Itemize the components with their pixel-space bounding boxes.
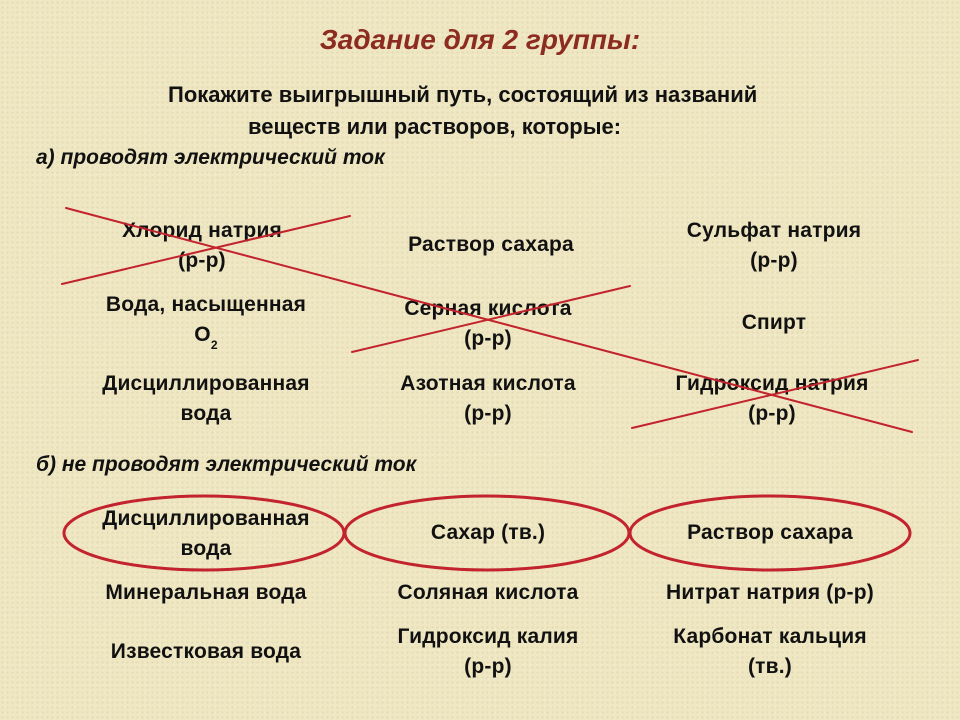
instruction-line-1: Покажите выигрышный путь, состоящий из названий — [168, 82, 758, 107]
cell-a-1-2: Раствор сахара — [408, 233, 574, 256]
cell-a-2-1: Вода, насыщенная $O_2$ — [105, 293, 307, 352]
cell-b-3-3: Карбонат кальция (тв.) — [673, 625, 867, 678]
cell-a-2-2: Серная кислота (р-р) — [404, 297, 572, 350]
section-b-heading: б) не проводят электрический ток — [36, 453, 417, 476]
cell-a-1-1: Хлорид натрия (р-р) — [121, 219, 283, 272]
cell-b-2-3: Нитрат натрия (р-р) — [666, 581, 874, 604]
section-a-heading: а) проводят электрический ток — [36, 146, 385, 169]
cell-b-1-1: Дисциллированная вода — [102, 507, 310, 560]
cell-a-3-2: Азотная кислота (р-р) — [400, 372, 576, 425]
cell-b-3-1: Известковая вода — [110, 640, 302, 663]
cell-b-2-2: Соляная кислота — [397, 581, 579, 604]
cell-a-3-1: Дисциллированная вода — [102, 372, 310, 425]
instruction-line-2: веществ или растворов, которые: — [248, 114, 622, 139]
cell-a-3-3: Гидроксид натрия (р-р) — [675, 372, 869, 425]
cell-b-1-2: Сахар (тв.) — [430, 521, 546, 544]
cell-b-3-2: Гидроксид калия (р-р) — [397, 625, 579, 678]
cell-b-2-1: Минеральная вода — [105, 581, 307, 604]
cell-b-1-3: Раствор сахара — [687, 521, 853, 544]
cell-a-1-3: Сульфат натрия (р-р) — [686, 219, 862, 272]
slide-title: Задание для 2 группы: — [319, 24, 641, 55]
cell-a-2-3: Спирт — [741, 311, 807, 334]
